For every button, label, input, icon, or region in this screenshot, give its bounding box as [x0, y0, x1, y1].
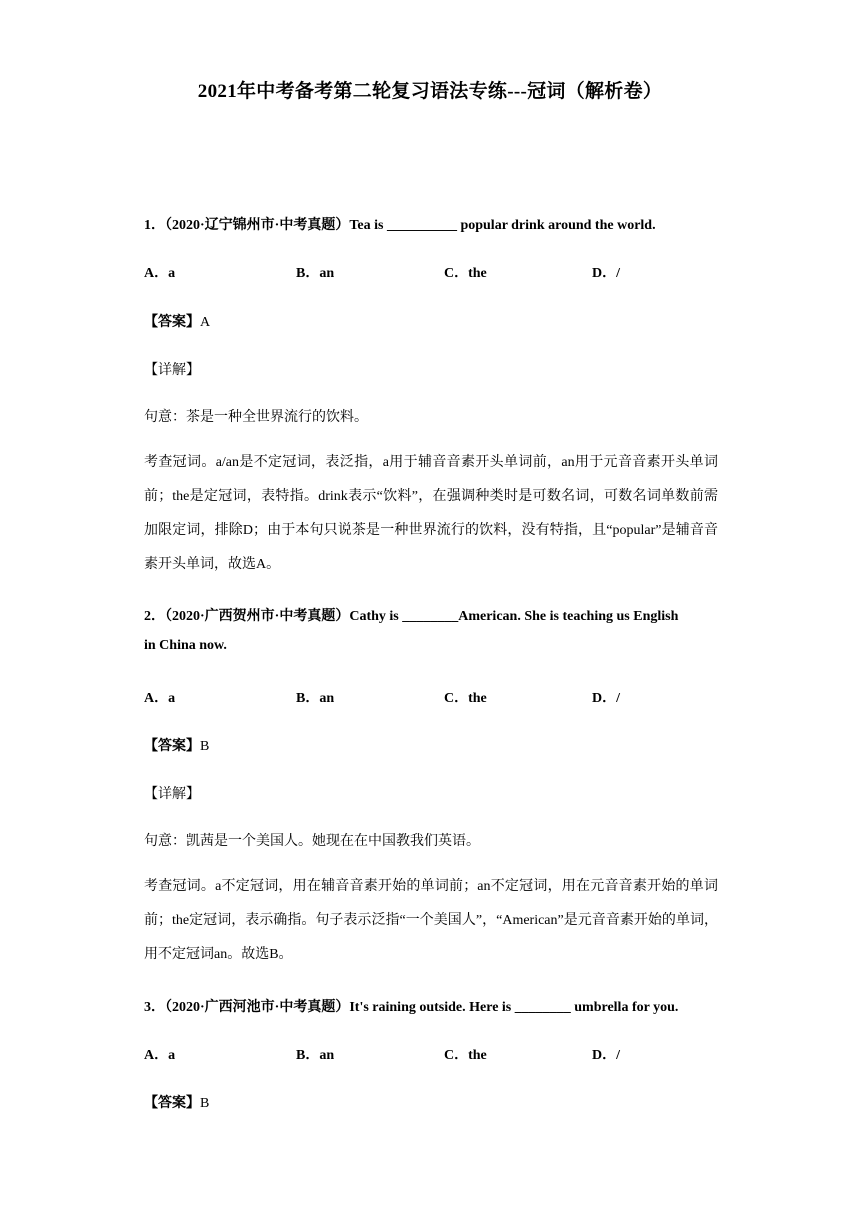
question-2-detail-label: 【详解】: [144, 787, 200, 802]
question-1-detail-label: 【详解】: [144, 363, 200, 378]
option-c: C．the: [444, 1048, 487, 1063]
option-b: B．an: [296, 266, 335, 281]
answer-value: B: [200, 1096, 210, 1111]
question-1-options: [144, 262, 704, 282]
question-1-meaning: 句意：茶是一种全世界流行的饮料。: [144, 410, 368, 425]
question-2-options: [144, 687, 704, 707]
answer-label: 【答案】: [144, 315, 200, 330]
answer-label: 【答案】: [144, 1096, 200, 1111]
question-2-stem-continued: in China now.: [144, 638, 227, 653]
question-2-meaning: 句意：凯茜是一个美国人。她现在在中国教我们英语。: [144, 834, 480, 849]
question-2-stem: 2．（2020·广西贺州市·中考真题）Cathy is ________American. She is teaching us English: [144, 609, 679, 624]
question-1-analysis: 考查冠词。a/an是不定冠词，表泛指，a用于辅音音素开头单词前，an用于元音音素开头单词前；the是定冠词，表特指。drink表示“饮料”，在强调种类时是可数名词，可数名词单数前需加限定词，排除D；由于本句只说茶是一种世界流行的饮料，没有特指，且“popular”是辅音音素开头单词，故选A。: [144, 455, 718, 572]
option-b: B．an: [296, 1048, 335, 1063]
question-3-answer: [144, 1092, 724, 1112]
option-d: D．/: [592, 266, 620, 281]
answer-label: 【答案】: [144, 739, 200, 754]
question-3-options: [144, 1044, 704, 1064]
option-b: B．an: [296, 691, 335, 706]
option-c: C．the: [444, 691, 487, 706]
document-title: 2021年中考备考第二轮复习语法专练---冠词（解析卷）: [197, 81, 663, 102]
question-1-stem: 1．（2020·辽宁锦州市·中考真题）Tea is __________ popular drink around the world.: [144, 218, 656, 233]
answer-value: A: [200, 315, 211, 330]
question-1-answer: [144, 311, 724, 331]
option-a: A．a: [144, 1048, 176, 1063]
option-d: D．/: [592, 691, 620, 706]
option-a: A．a: [144, 691, 176, 706]
question-2-analysis: 考查冠词。a不定冠词，用在辅音音素开始的单词前；an不定冠词，用在元音音素开始的单词前；the定冠词，表示确指。句子表示泛指“一个美国人”，“American”是元音音素开始的单词，用不定冠词an。故选B。: [144, 879, 718, 962]
question-3-stem: 3．（2020·广西河池市·中考真题）It's raining outside. Here is ________ umbrella for you.: [144, 1000, 679, 1015]
option-d: D．/: [592, 1048, 620, 1063]
option-c: C．the: [444, 266, 487, 281]
answer-value: B: [200, 739, 210, 754]
option-a: A．a: [144, 266, 176, 281]
question-2-answer: [144, 735, 724, 755]
